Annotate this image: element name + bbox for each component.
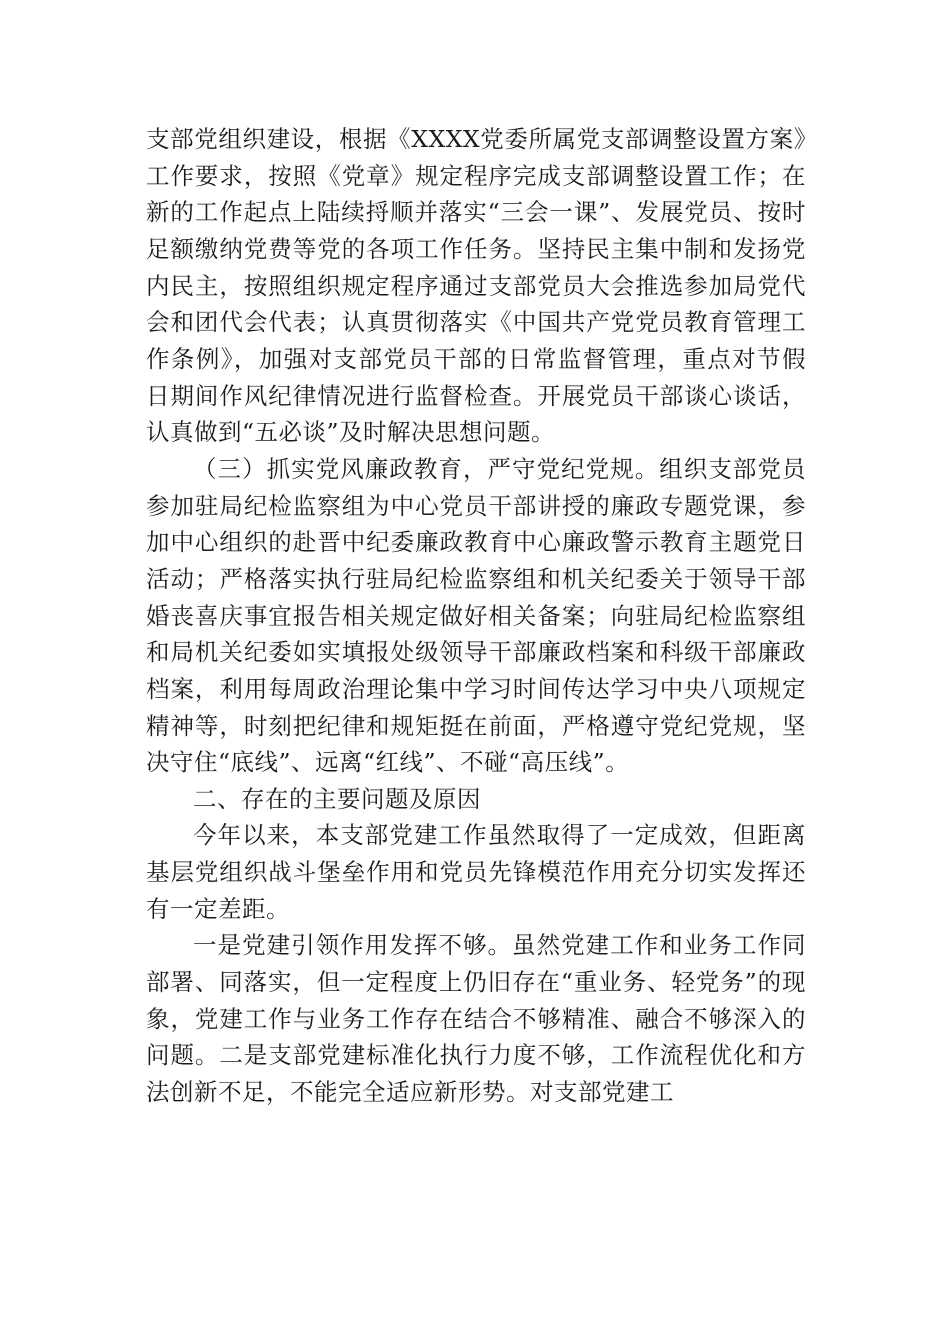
document-body [146, 121, 806, 1111]
paragraph-problem-1: 一是党建引领作用发挥不够。虽然党建工作和业务工作同部署、同落实，但一定程度上仍旧存在“重业务、轻党务”的现象，党建工作与业务工作存在结合不够精准、融合不够深入的问题。二是支部党建标准化执行力度不够，工作流程优化和方法创新不足，不能完全适应新形势。对支部党建工 [146, 931, 806, 1107]
paragraph-continuation: 支部党组织建设，根据《XXXX党委所属党支部调整设置方案》工作要求，按照《党章》规定程序完成支部调整设置工作；在新的工作起点上陆续捋顺并落实“三会一课”、发展党员、按时足额缴纳党费等党的各项工作任务。坚持民主集中制和发扬党内民主，按照组织规定程序通过支部党员大会推选参加局党代会和团代会代表；认真贯彻落实《中国共产党党员教育管理工作条例》，加强对支部党员干部的日常监督管理，重点对节假日期间作风纪律情况进行监督检查。开展党员干部谈心谈话，认真做到“五必谈”及时解决思想问题。 [146, 125, 806, 447]
section-heading-2: 二、存在的主要问题及原因 [193, 784, 481, 813]
paragraph-intro-problems: 今年以来，本支部党建工作虽然取得了一定成效，但距离基层党组织战斗堡垒作用和党员先锋模范作用充分切实发挥还有一定差距。 [146, 821, 806, 923]
paragraph-section-3: （三）抓实党风廉政教育，严守党纪党规。组织支部党员参加驻局纪检监察组为中心党员干部讲授的廉政专题党课，参加中心组织的赴晋中纪委廉政教育中心廉政警示教育主题党日活动；严格落实执行驻局纪检监察组和机关纪委关于领导干部婚丧喜庆事宜报告相关规定做好相关备案；向驻局纪检监察组和局机关纪委如实填报处级领导干部廉政档案和科级干部廉政档案，利用每周政治理论集中学习时间传达学习中央八项规定精神等，时刻把纪律和规矩挺在前面，严格遵守党纪党规，坚决守住“底线”、远离“红线”、不碰“高压线”。 [146, 454, 806, 777]
